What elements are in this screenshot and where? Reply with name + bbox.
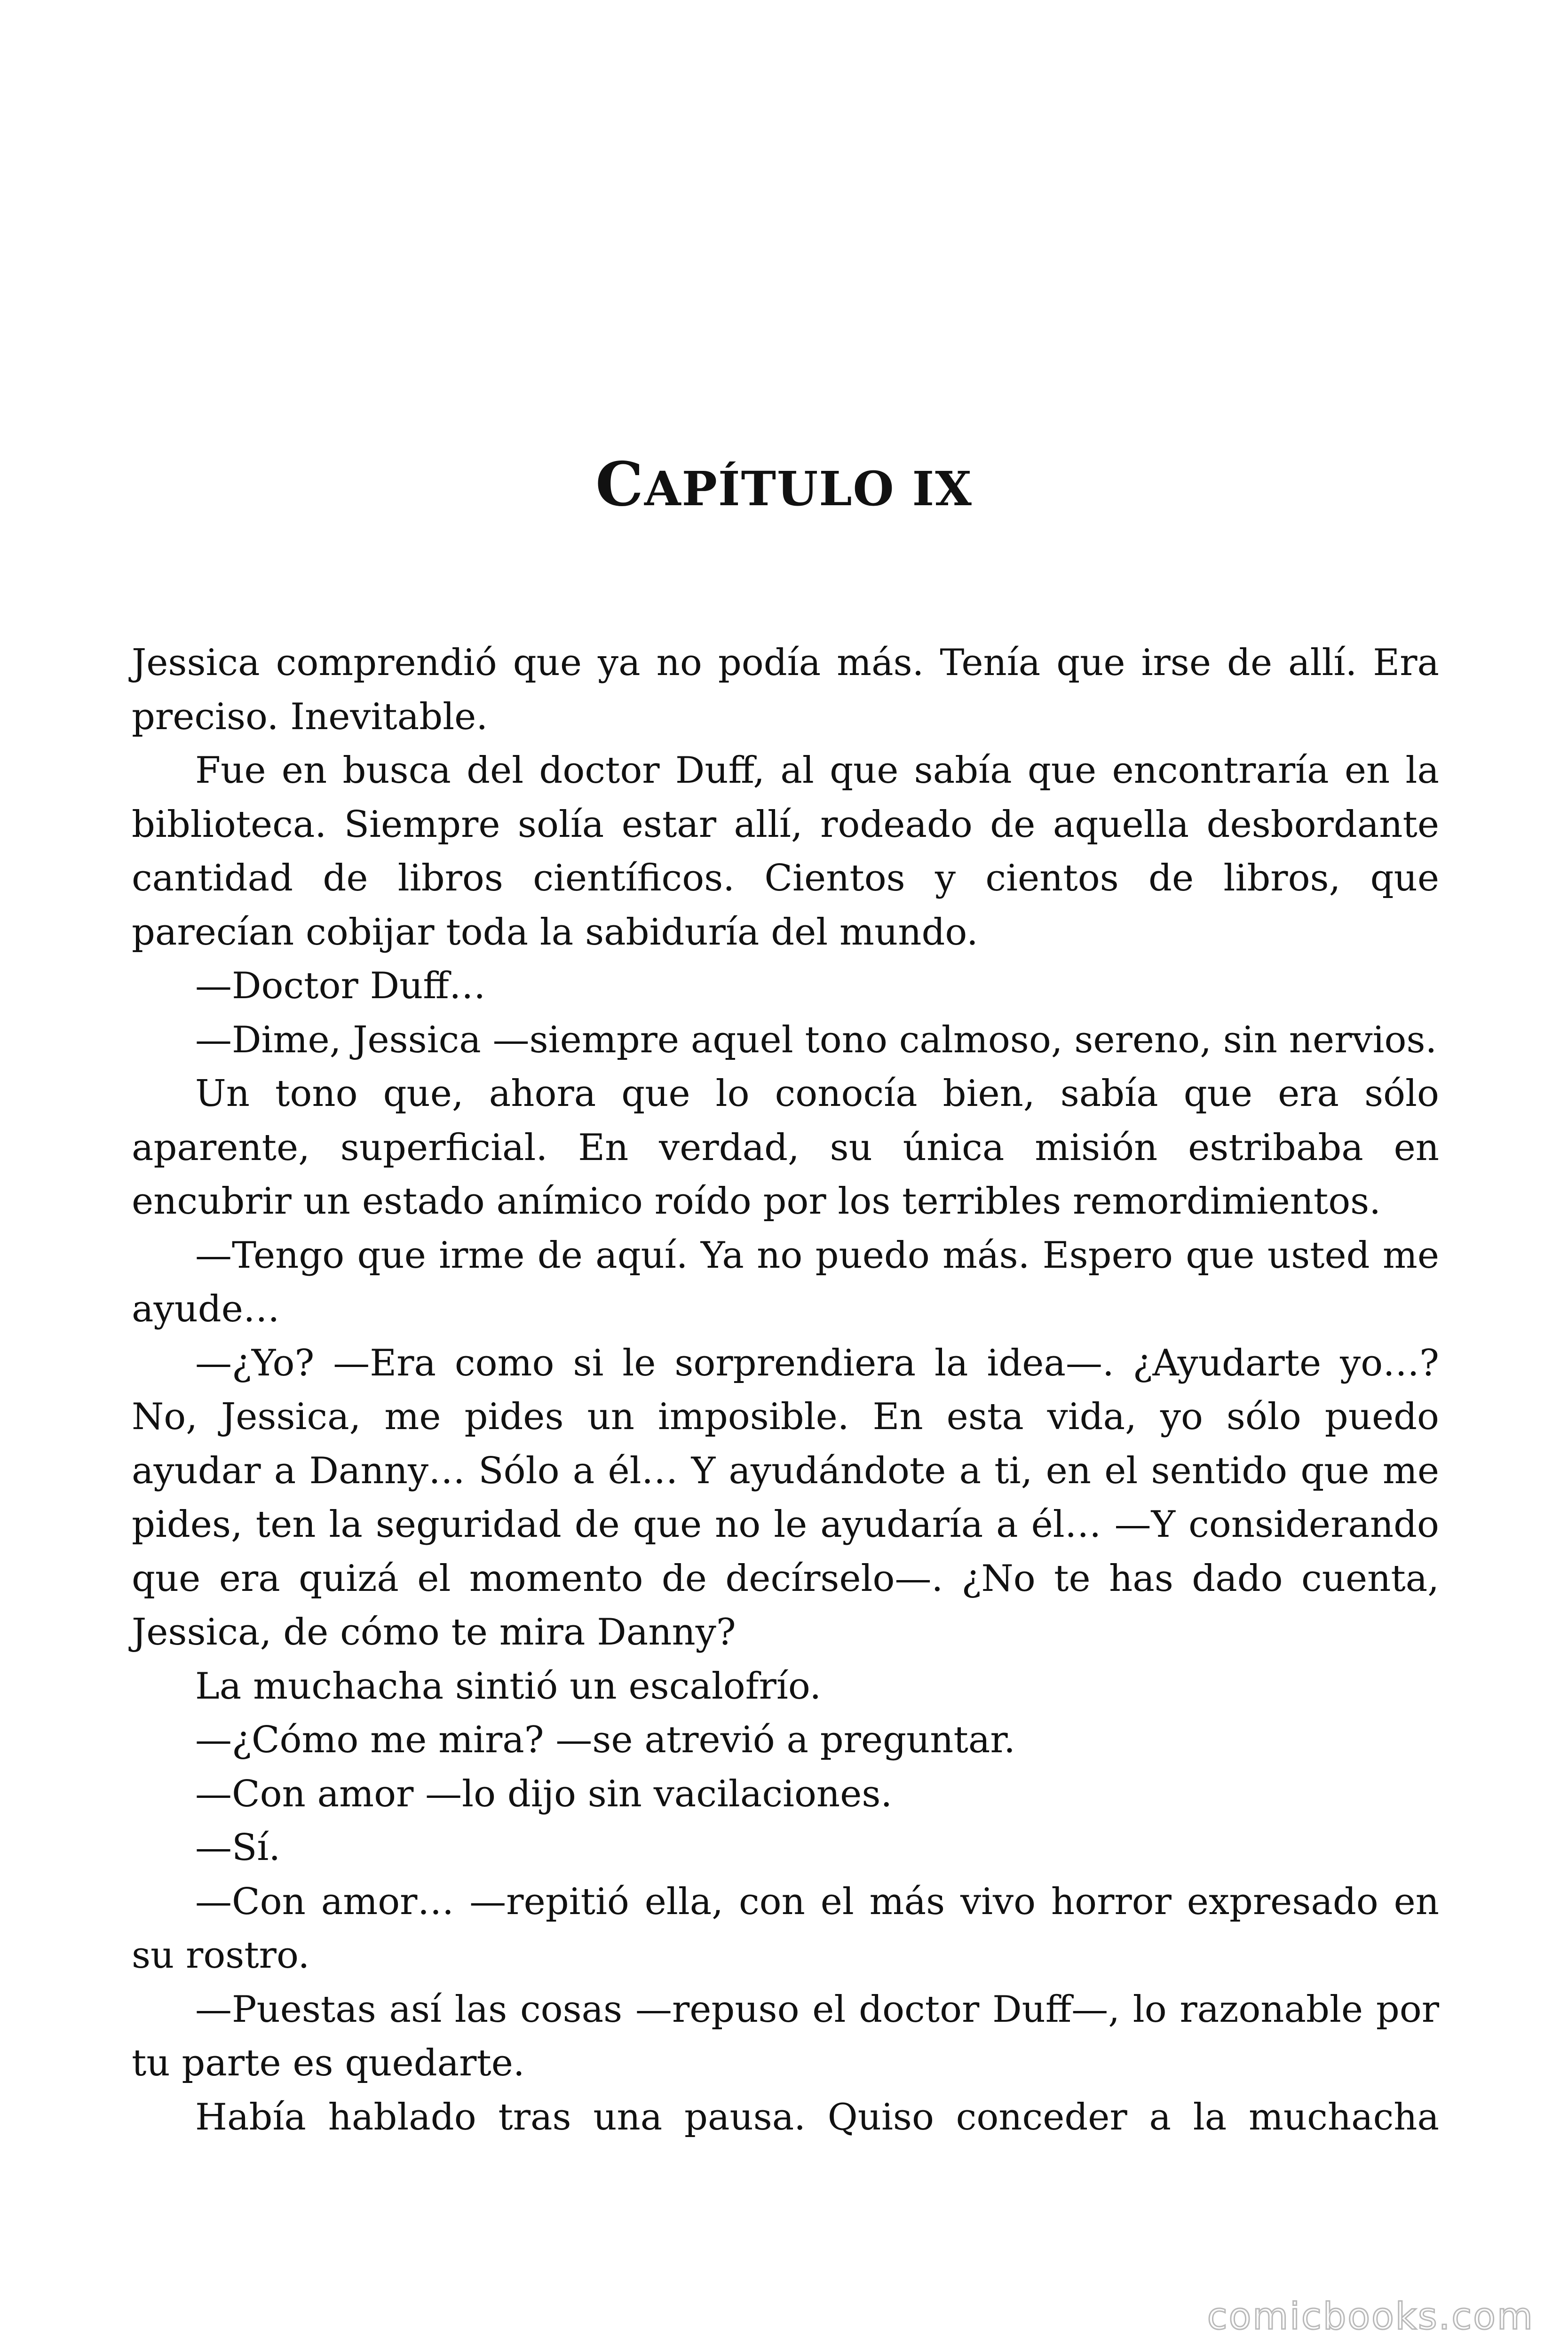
paragraph: —Puestas así las cosas —repuso el doctor Duff—, lo razonable por tu parte es quedarte. bbox=[132, 1988, 1439, 2084]
paragraph: —¿Yo? —Era como si le sorprendiera la idea—. ¿Ayudarte yo…? No, Jessica, me pides un imposible. En esta vida, yo sólo puedo ayudar a Danny… Sólo a él… Y ayudándote a ti, en el sentido que me pides, ten la seguridad de que no le ayudaría a él… —Y considerando que era quizá el momento de decírselo—. ¿No te has dado cuenta, Jessica, de cómo te mira Danny? bbox=[132, 1342, 1439, 1653]
paragraph: Un tono que, ahora que lo conocía bien, sabía que era sólo aparente, superficial. En verdad, su única misión estribaba en encubrir un estado anímico roído por los terribles remordimientos. bbox=[132, 1073, 1439, 1223]
paragraph: —¿Cómo me mira? —se atrevió a preguntar. bbox=[195, 1719, 1015, 1761]
paragraph: La muchacha sintió un escalofrío. bbox=[195, 1665, 822, 1708]
paragraph: Fue en busca del doctor Duff, al que sabía que encontraría en la biblioteca. Siempre solía estar allí, rodeado de aquella desbordante cantidad de libros científicos. Cientos y cientos de libros, que parecían cobijar toda la sabiduría del mundo. bbox=[132, 749, 1439, 954]
chapter-title bbox=[0, 449, 1568, 522]
paragraph: —Tengo que irme de aquí. Ya no puedo más. Espero que usted me ayude… bbox=[132, 1234, 1439, 1330]
chapter-body bbox=[132, 636, 1439, 2144]
paragraph: Había hablado tras una pausa. Quiso conceder a la muchacha bbox=[195, 2096, 1439, 2138]
paragraph: —Dime, Jessica —siempre aquel tono calmoso, sereno, sin nervios. bbox=[195, 1018, 1437, 1061]
paragraph: —Con amor —lo dijo sin vacilaciones. bbox=[195, 1772, 893, 1815]
watermark: comicbooks.com bbox=[1207, 2296, 1534, 2338]
paragraph: —Doctor Duff… bbox=[195, 965, 486, 1007]
chapter-title-initial: C bbox=[595, 449, 645, 520]
paragraph: Jessica comprendió que ya no podía más. Tenía que irse de allí. Era preciso. Inevitable. bbox=[132, 642, 1439, 738]
paragraph: —Sí. bbox=[195, 1827, 281, 1869]
paragraph: —Con amor… —repitió ella, con el más vivo horror expresado en su rostro. bbox=[132, 1880, 1439, 1977]
chapter-title-rest: APÍTULO IX bbox=[644, 461, 973, 516]
